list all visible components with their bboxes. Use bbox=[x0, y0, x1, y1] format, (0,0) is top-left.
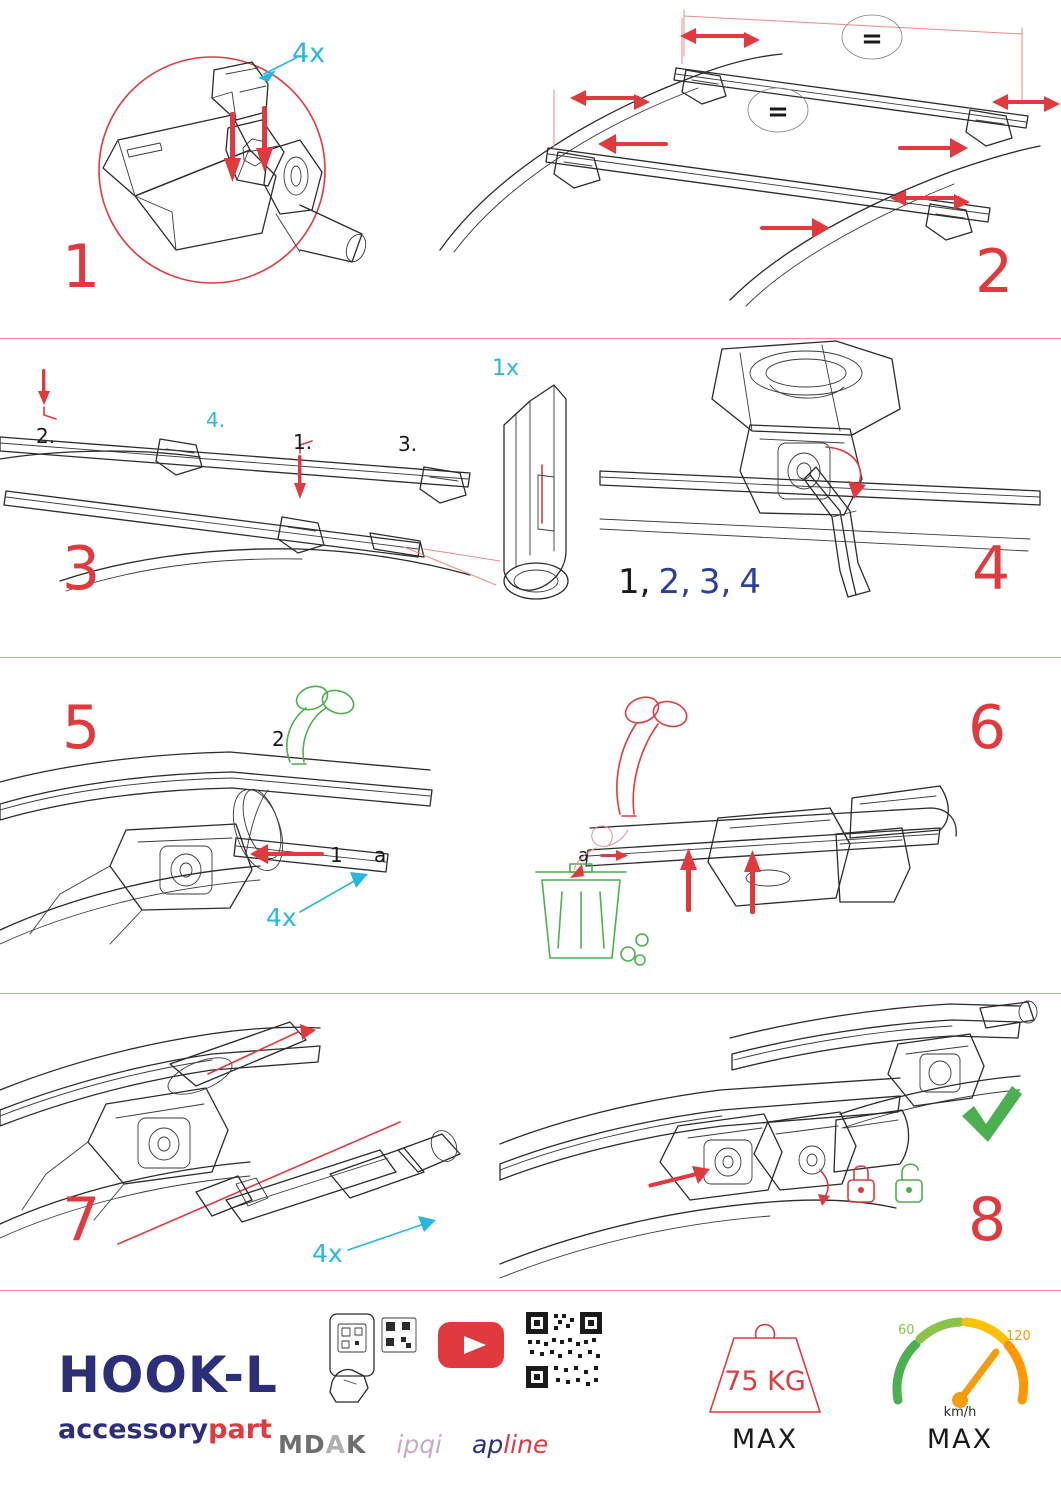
lock-open-icon bbox=[896, 1164, 922, 1202]
foot-rear-left bbox=[682, 70, 726, 104]
press-arrow-2 bbox=[38, 369, 50, 405]
step-4-number: 4 bbox=[972, 534, 1012, 604]
step-5-label-1: 1 bbox=[330, 843, 343, 867]
step-5-number: 5 bbox=[62, 693, 102, 763]
measure-bracket-left bbox=[554, 18, 682, 150]
step-4-illustration bbox=[600, 339, 1061, 657]
step-5-label-a: a bbox=[374, 843, 387, 867]
speed-max-label: MAX bbox=[926, 1424, 994, 1455]
weight-limit-block bbox=[690, 1308, 840, 1455]
foot-rear-right bbox=[966, 110, 1012, 146]
step-2-number: 2 bbox=[975, 237, 1015, 307]
step-8-number: 8 bbox=[968, 1185, 1008, 1255]
insert-arrow-right bbox=[256, 106, 273, 172]
lock-closed-icon bbox=[848, 1166, 874, 1202]
partner-apline: apline bbox=[472, 1430, 549, 1459]
partner-mdak: MDAK bbox=[278, 1430, 367, 1459]
weight-icon bbox=[690, 1308, 840, 1420]
footer bbox=[0, 1290, 1061, 1500]
step-4-sequence: 1, 2, 3, 4 bbox=[618, 562, 761, 602]
partner-logos bbox=[278, 1430, 548, 1459]
measure-bracket-top bbox=[684, 10, 1022, 104]
slide-arrow-right bbox=[898, 138, 968, 158]
dim-arrow-2 bbox=[570, 90, 650, 110]
speedometer-icon bbox=[880, 1304, 1040, 1420]
step-5-label-2: 2 bbox=[272, 727, 285, 751]
rail-channel bbox=[586, 828, 940, 866]
slide-arrow-left bbox=[598, 134, 668, 154]
partner-ipqi: ipqi bbox=[396, 1430, 443, 1459]
foot-bracket bbox=[740, 425, 862, 515]
step-3-label-1: 1. bbox=[293, 430, 313, 454]
step-3-number: 3 bbox=[62, 534, 102, 604]
brand-name bbox=[58, 1416, 278, 1443]
step-5-qty-leader bbox=[300, 880, 356, 912]
step-3-qty-label: 1x bbox=[492, 356, 520, 381]
step-3-label-4: 4. bbox=[206, 408, 226, 432]
scissors-icon bbox=[287, 682, 357, 764]
media-icons bbox=[318, 1310, 648, 1406]
roof-rail bbox=[0, 772, 432, 820]
strip-arrow bbox=[600, 850, 628, 861]
insert-arrow-left bbox=[680, 848, 697, 912]
foot-front-right bbox=[926, 204, 972, 240]
dim-arrow-1 bbox=[680, 28, 760, 48]
trash-icon bbox=[536, 864, 648, 965]
speed-tick-low: 60 bbox=[898, 1323, 915, 1338]
step-6-number: 6 bbox=[968, 693, 1008, 763]
press-arrow bbox=[648, 1166, 710, 1188]
equals-callout-top bbox=[842, 15, 902, 59]
step-6-label-a: a bbox=[578, 845, 590, 866]
rail-cap-slot bbox=[170, 1022, 306, 1086]
foot-top-right bbox=[888, 1034, 984, 1106]
step-4-panel bbox=[600, 339, 1061, 657]
step-3-label-2: 2. bbox=[36, 424, 56, 448]
brand-block bbox=[58, 1346, 278, 1445]
step-6-panel bbox=[500, 658, 1061, 993]
check-icon bbox=[962, 1086, 1022, 1142]
step-7-number: 7 bbox=[62, 1185, 102, 1255]
scissors-icon bbox=[617, 693, 690, 816]
qr-code-icon[interactable] bbox=[526, 1312, 602, 1388]
end-cap bbox=[398, 1134, 460, 1172]
step-2-panel bbox=[430, 0, 1061, 338]
hook-shape-2 bbox=[44, 407, 56, 419]
equals-symbol-top: = bbox=[861, 24, 883, 54]
foot-front-left bbox=[554, 152, 600, 188]
equals-symbol-mid: = bbox=[767, 97, 789, 127]
turn-arrow bbox=[820, 1170, 828, 1198]
press-arrow-1 bbox=[294, 455, 306, 499]
weight-value: 75 KG bbox=[724, 1366, 806, 1397]
foot-bracket bbox=[88, 1088, 228, 1184]
step-2-illustration bbox=[430, 0, 1061, 338]
brand-suffix: part bbox=[208, 1414, 272, 1445]
foot-main-left bbox=[660, 1114, 782, 1200]
step-8-panel bbox=[500, 994, 1061, 1290]
step-1-panel bbox=[0, 0, 430, 338]
rubber-strip-loop bbox=[224, 783, 292, 876]
weight-max-label: MAX bbox=[731, 1424, 799, 1455]
crossbar-front bbox=[546, 148, 990, 222]
foot-c bbox=[278, 517, 324, 553]
endcap-body bbox=[504, 385, 566, 590]
qr-scan-hand-icon[interactable] bbox=[330, 1314, 416, 1402]
step-7-qty-label: 4x bbox=[312, 1239, 343, 1268]
step-7-panel bbox=[0, 994, 500, 1290]
step-5-panel bbox=[0, 658, 500, 993]
step-1-number: 1 bbox=[62, 232, 102, 302]
speed-unit: km/h bbox=[943, 1405, 977, 1420]
step-3-label-3: 3. bbox=[398, 432, 418, 456]
speed-limit-block bbox=[880, 1304, 1040, 1455]
youtube-icon[interactable] bbox=[438, 1322, 504, 1368]
dim-arrow-4 bbox=[992, 94, 1060, 112]
product-name: HOOK-L bbox=[58, 1346, 278, 1404]
step-1-qty-label: 4x bbox=[292, 38, 326, 69]
step-7-qty-leader bbox=[348, 1224, 424, 1250]
speed-tick-high: 120 bbox=[1006, 1329, 1031, 1344]
roof-rail bbox=[0, 1046, 320, 1126]
brand-prefix: accessory bbox=[58, 1414, 209, 1445]
slide-arrow-bottom bbox=[760, 218, 830, 238]
step-5-qty-label: 4x bbox=[266, 903, 297, 932]
